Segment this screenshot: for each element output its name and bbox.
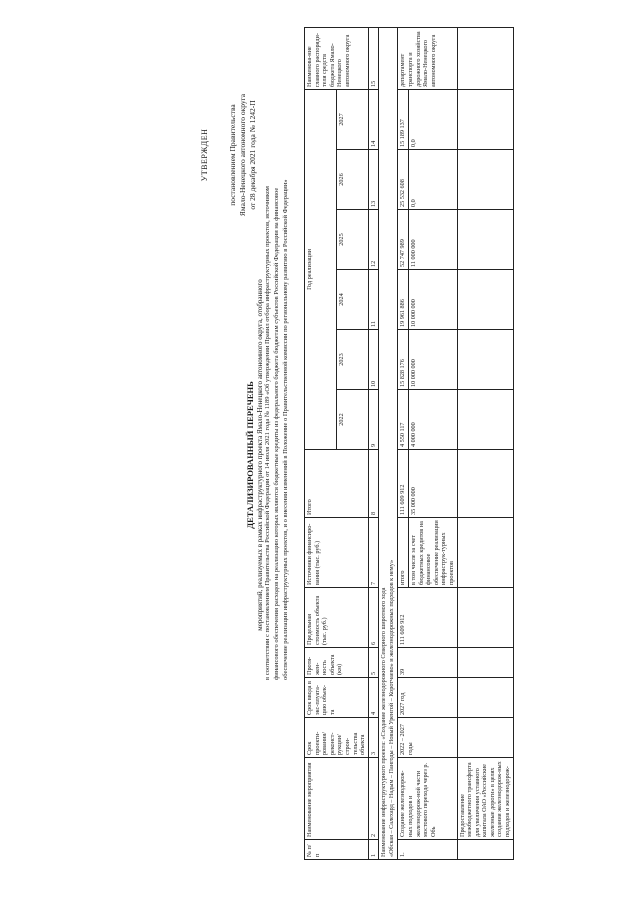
column-number: 1 xyxy=(368,840,379,860)
row-year-value: 10 000 000 xyxy=(408,270,457,330)
header-row xyxy=(305,27,337,859)
row-year-value: 4 550 117 xyxy=(398,390,409,450)
column-number: 6 xyxy=(368,588,379,648)
row-cell xyxy=(457,648,513,678)
row-year-value: 0,0 xyxy=(408,150,457,210)
table-row xyxy=(457,27,513,859)
header-year: 2026 xyxy=(336,150,368,210)
intro-line: финансового обеспечения расходов на реализацию которых являются бюджетные кредиты из федерального бюджета бюджетам субъектов Российской Федерации на финансовое xyxy=(272,187,280,680)
row-cost: 111 609 912 xyxy=(398,588,457,648)
row-cell xyxy=(457,330,513,390)
row-year-value: 52 747 989 xyxy=(398,210,409,270)
row-source: итого xyxy=(398,518,409,588)
intro-text xyxy=(264,60,290,680)
project-name-line: Наименование инфраструктурного проекта: «Создание железнодорожного Северного широтного хода xyxy=(380,587,388,857)
header-year: 2022 xyxy=(336,390,368,450)
title-main: ДЕТАЛИЗИРОВАННЫЙ ПЕРЕЧЕНЬ xyxy=(245,381,255,529)
row-cell xyxy=(457,390,513,450)
approval-line: постановлением Правительства xyxy=(228,104,237,206)
column-number: 15 xyxy=(368,27,379,89)
header-year: 2024 xyxy=(336,270,368,330)
column-number: 7 xyxy=(368,518,379,588)
header-name: Наименование мероприятия xyxy=(305,758,369,840)
row-cell xyxy=(457,678,513,718)
row-cell xyxy=(457,150,513,210)
header-year: 2027 xyxy=(336,89,368,149)
header-years-group: Год реализации xyxy=(305,89,337,449)
row-cell xyxy=(457,89,513,149)
row-year-value: 10 000 000 xyxy=(408,330,457,390)
row-num: 1. xyxy=(398,840,457,860)
row-total: 111 609 912 xyxy=(398,450,409,518)
row-total: 35 000 000 xyxy=(408,450,457,518)
approval-heading: УТВЕРЖДЕН xyxy=(200,128,209,182)
document-title xyxy=(245,185,265,725)
intro-line: в соответствии с постановлением Правительства Российской Федерации от 14 июля 2021 года № 1189 «Об утверждении Правил отбора инфраструктурных проектов, источником xyxy=(264,186,271,680)
project-name-row xyxy=(379,27,398,859)
row-cell xyxy=(457,588,513,648)
header-commission: Срок ввода в экс-плуата-цию объек-та xyxy=(305,678,369,718)
header-length: Протя-жен-ность объекта (км) xyxy=(305,648,369,678)
row-cell xyxy=(457,518,513,588)
row-length: 39 xyxy=(398,648,457,678)
row-commission: 2027 год xyxy=(398,678,457,718)
row-name: Предоставление межбюджетного трансферта для увеличения уставного капитала ОАО «Российские железные дороги» в целях создания железнодорож-ных подходов и железнодорож- xyxy=(457,758,513,840)
project-name xyxy=(379,27,398,859)
row-cell xyxy=(457,27,513,89)
row-term: 2022 – 2027 годы xyxy=(398,718,457,758)
approval-line: от 28 декабря 2021 года № 1242-П xyxy=(248,100,257,210)
column-number: 3 xyxy=(368,718,379,758)
column-number: 12 xyxy=(368,210,379,270)
header-admin: Наименова-ние главного распоряди-теля средств бюджета Ямало-Ненецкого автономного округа xyxy=(305,27,369,89)
row-year-value: 25 532 608 xyxy=(398,150,409,210)
header-sources: Источники финансиро-вания (тыс. руб.) xyxy=(305,518,369,588)
row-cell xyxy=(457,270,513,330)
row-source: в том числе за счет бюджетных кредитов на финансовое обеспечение реализации инфраструк-турных проектов xyxy=(408,518,457,588)
header-year: 2025 xyxy=(336,210,368,270)
projects-table xyxy=(304,27,514,860)
title-sub: мероприятий, реализуемых в рамках инфраструктурного проекта Ямало-Ненецкого автономного округа, отобранного xyxy=(256,279,264,631)
column-number-row xyxy=(368,27,379,859)
row-admin: департамент транспорта и дорожного хозяйства Ямало-Ненецкого автономного округа xyxy=(398,27,457,89)
column-number: 2 xyxy=(368,758,379,840)
row-num xyxy=(457,840,513,860)
column-number: 4 xyxy=(368,678,379,718)
column-number: 8 xyxy=(368,450,379,518)
header-total: Итого xyxy=(305,450,369,518)
row-cell xyxy=(457,210,513,270)
column-number: 9 xyxy=(368,390,379,450)
column-number: 5 xyxy=(368,648,379,678)
row-year-value: 4 000 000 xyxy=(408,390,457,450)
header-cost: Предельная стоимость объекта (тыс. руб.) xyxy=(305,588,369,648)
row-year-value: 0,0 xyxy=(408,89,457,149)
row-year-value: 15 828 176 xyxy=(398,330,409,390)
column-number: 10 xyxy=(368,330,379,390)
row-year-value: 11 000 000 xyxy=(408,210,457,270)
header-num: № п/п xyxy=(305,840,369,860)
header-term: Срок проекти-рования/ реконст-рукции/ строи-тельства объекта xyxy=(305,718,369,758)
approval-line: Ямало-Ненецкого автономного округа xyxy=(238,93,247,217)
row-year-value: 19 961 886 xyxy=(398,270,409,330)
row-cell xyxy=(457,450,513,518)
row-cell xyxy=(457,718,513,758)
row-year-value: 15 189 137 xyxy=(398,89,409,149)
project-name-line: «Обская – Салехард – Надым – Пангоды – Новый Уренгой – Коротчаево» и железнодорожных подходов к нему» xyxy=(388,559,396,857)
column-number: 13 xyxy=(368,150,379,210)
intro-line: обеспечение реализации инфраструктурных проектов, и о внесении изменений в Положение о Правительственной комиссии по региональному развитию в Российской Федерации» xyxy=(281,179,289,680)
column-number: 14 xyxy=(368,89,379,149)
table-row xyxy=(398,27,409,859)
header-year: 2023 xyxy=(336,330,368,390)
column-number: 11 xyxy=(368,270,379,330)
row-name: Создание железнодорож-ных подходов и железнодорож-ной части мостового перехода через р. Обь xyxy=(398,758,457,840)
